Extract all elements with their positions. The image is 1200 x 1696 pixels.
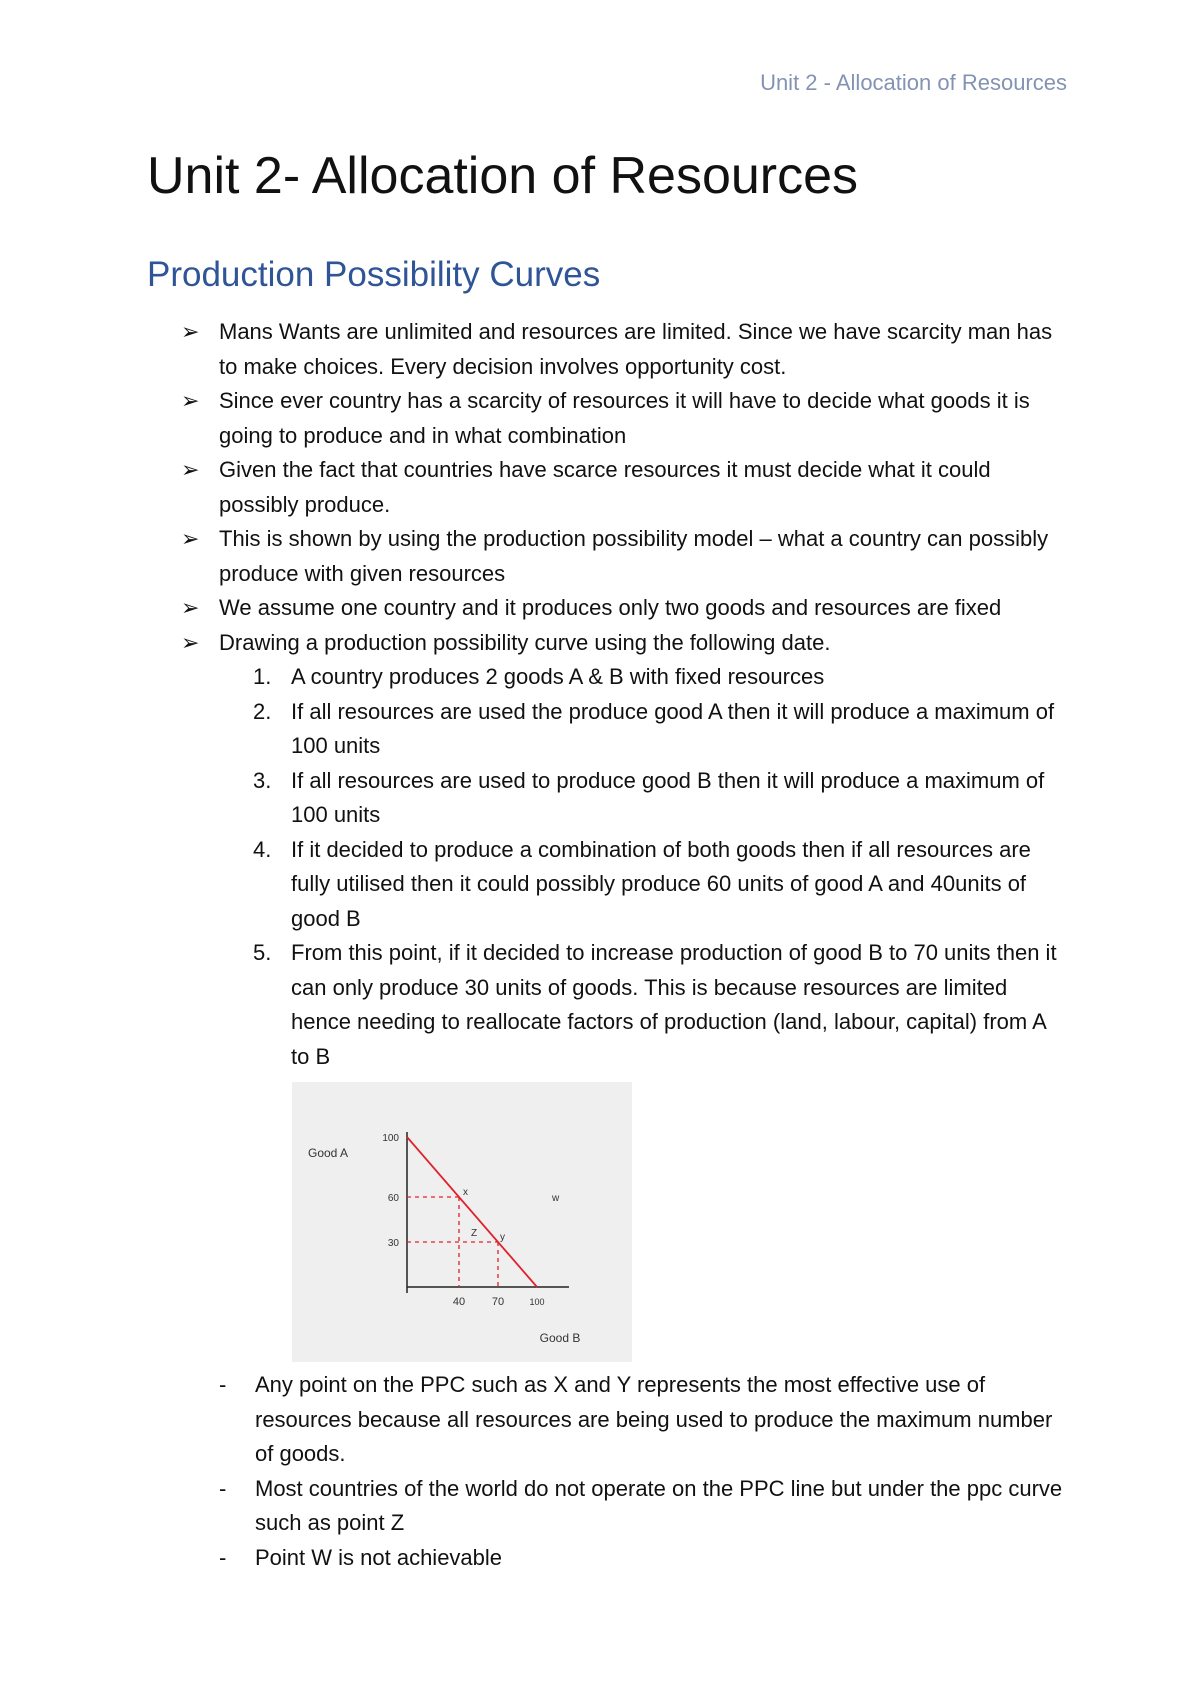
step-text: If it decided to produce a combination of both goods then if all resources are fully utilised then it could possibly produce 60 units of good A and 40units of good B	[291, 836, 1031, 931]
numbered-steps	[147, 660, 1067, 1074]
y-axis-label: Good A	[308, 1146, 349, 1160]
ppc-chart-figure	[292, 1082, 632, 1362]
ppc-chart	[292, 1082, 632, 1362]
bullet-item	[147, 315, 1067, 384]
point-label-x: x	[463, 1187, 468, 1198]
point-label-y: y	[500, 1232, 505, 1243]
dash-item	[147, 1368, 1067, 1472]
step-item	[147, 660, 1067, 695]
point-label-w: w	[552, 1193, 560, 1204]
step-text: If all resources are used the produce good A then it will produce a maximum of 100 units	[291, 698, 1055, 758]
arrow-bullet-icon: ➢	[181, 595, 200, 620]
dash-marker: -	[219, 1372, 227, 1397]
section-title: Production Possibility Curves	[147, 255, 601, 294]
arrow-bullet-icon: ➢	[181, 526, 200, 551]
step-text: If all resources are used to produce good B then it will produce a maximum of 100 units	[291, 767, 1045, 827]
x-axis-label: Good B	[539, 1331, 581, 1345]
dash-marker: -	[219, 1475, 227, 1501]
step-number: 5.	[253, 940, 272, 965]
running-header: Unit 2 - Allocation of Resources	[760, 70, 1067, 95]
bullet-item	[147, 522, 1067, 591]
arrow-bullet-icon: ➢	[181, 319, 200, 344]
x-tick-label: 40	[452, 1296, 466, 1308]
content-body	[147, 315, 1067, 1575]
y-tick-label: 60	[387, 1193, 399, 1204]
x-tick-label: 70	[491, 1296, 505, 1308]
y-tick-label: 30	[387, 1238, 399, 1249]
bullet-text: This is shown by using the production possibility model – what a country can possibly produce with given resources	[219, 526, 1049, 586]
dash-marker: -	[219, 1544, 227, 1570]
step-item	[147, 833, 1067, 937]
step-number: 1.	[253, 664, 272, 689]
ppc-line	[407, 1137, 537, 1287]
x-tick-label: 100	[529, 1297, 545, 1307]
bullet-text: Since ever country has a scarcity of resources it will have to decide what goods it is going to produce and in what combination	[219, 388, 1030, 448]
step-number: 3.	[253, 767, 272, 793]
dash-item	[147, 1541, 1067, 1576]
dash-item	[147, 1472, 1067, 1541]
dash-text: Point W is not achievable	[255, 1544, 503, 1570]
step-number: 2.	[253, 698, 272, 724]
bullet-item	[147, 591, 1067, 626]
dash-list	[147, 1368, 1067, 1575]
bullet-text: Drawing a production possibility curve using the following date.	[219, 629, 831, 655]
bullet-item	[147, 453, 1067, 522]
step-item	[147, 764, 1067, 833]
bullet-item	[147, 626, 1067, 661]
point-label-z: Z	[471, 1228, 478, 1239]
dash-text: Most countries of the world do not operate on the PPC line but under the ppc curve such as point Z	[255, 1475, 1063, 1535]
arrow-bullet-icon: ➢	[181, 629, 200, 655]
step-item	[147, 695, 1067, 764]
arrow-bullet-icon: ➢	[181, 457, 200, 482]
step-text: A country produces 2 goods A & B with fixed resources	[291, 664, 825, 689]
page-title: Unit 2- Allocation of Resources	[147, 147, 859, 205]
step-text: From this point, if it decided to increase production of good B to 70 units then it can only produce 30 units of goods. This is because resources are limited hence needing to reallocate factors of production (land, labour, capital) from A to B	[291, 940, 1057, 1069]
bullet-text: We assume one country and it produces only two goods and resources are fixed	[219, 595, 1002, 620]
bullet-item	[147, 384, 1067, 453]
bullet-text: Given the fact that countries have scarce resources it must decide what it could possibly produce.	[219, 457, 991, 517]
arrow-bullet-icon: ➢	[181, 388, 200, 413]
step-number: 4.	[253, 836, 272, 862]
dash-text: Any point on the PPC such as X and Y represents the most effective use of resources because all resources are being used to produce the maximum number of goods.	[255, 1372, 1053, 1466]
step-item	[147, 936, 1067, 1074]
bullet-text: Mans Wants are unlimited and resources are limited. Since we have scarcity man has to make choices. Every decision involves opportunity cost.	[219, 319, 1053, 379]
y-tick-label: 100	[382, 1133, 399, 1144]
bullet-list	[147, 315, 1067, 660]
